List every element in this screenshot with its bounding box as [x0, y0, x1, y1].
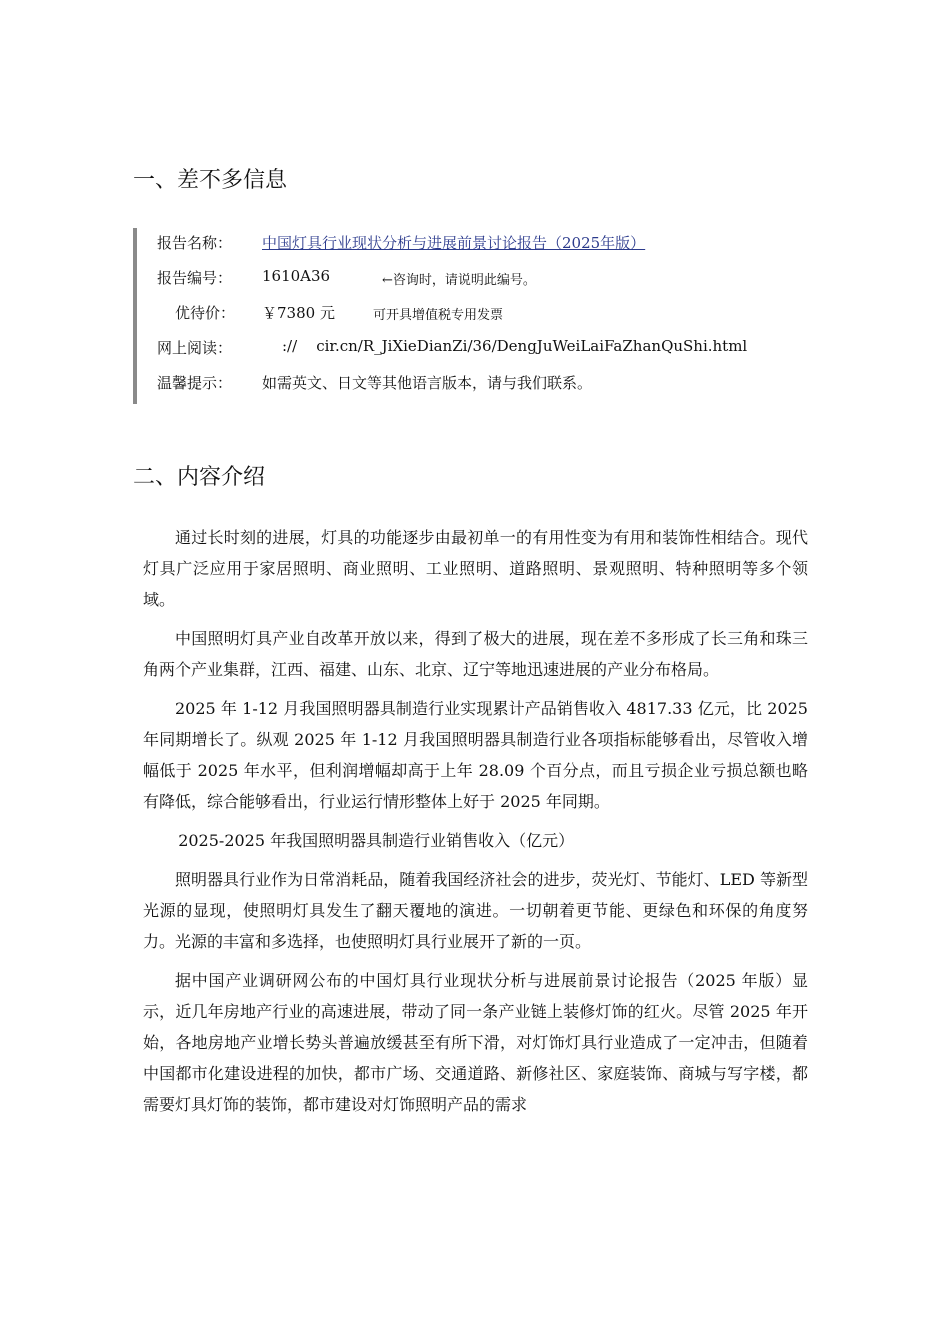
paragraph: 据中国产业调研网公布的中国灯具行业现状分析与进展前景讨论报告（2025 年版）显示，近几年房地产行业的高速进展，带动了同一条产业链上装修灯饰的红火。尽管 2025 年开始，各地房地产业增长势头普遍放缓甚至有所下滑，对灯饰灯具行业造成了一定冲击，但随着中国都市化建设进程的加快，都市广场、交通道路、新修社区、家庭装饰、商城与写字楼，都需要灯具灯饰的装饰，都市建设对灯饰照明产品的需求 — [143, 971, 808, 1114]
report-name-link[interactable]: 中国灯具行业现状分析与进展前景讨论报告（2025年版） — [262, 234, 646, 252]
online-read-url[interactable]: :// cir.cn/R_JiXieDianZi/36/DengJuWeiLaiFaZhanQuShi.html — [282, 337, 748, 355]
paragraph: 2025 年 1-12 月我国照明器具制造行业实现累计产品销售收入 4817.33 亿元，比 2025 年同期增长了。纵观 2025 年 1-12 月我国照明器具制造行业各项指标能够看出，尽管收入增幅低于 2025 年水平，但利润增幅却高于上年 28.09 个百分点，而且亏损企业亏损总额也略有降低，综合能够看出，行业运行情形整体上好于 2025 年同期。 — [143, 699, 808, 811]
section-heading-basic-info: 一、差不多信息 — [133, 168, 288, 193]
tip-label: 温馨提示： — [157, 374, 233, 392]
chart-caption: 2025-2025 年我国照明器具制造行业销售收入（亿元） — [178, 831, 575, 850]
paragraph: 照明器具行业作为日常消耗品，随着我国经济社会的进步，荧光灯、节能灯、LED 等新型光源的显现，使照明灯具发生了翻天覆地的演进。一切朝着更节能、更绿色和环保的角度努力。光源的丰富和多选择，也使照明灯具行业展开了新的一页。 — [143, 870, 808, 951]
report-name-label: 报告名称： — [157, 234, 233, 252]
price-value: ￥7380 元 — [262, 304, 335, 322]
report-code-note: ←咨询时，请说明此编号。 — [382, 273, 536, 288]
price-label: 优待价： — [175, 304, 236, 322]
paragraph: 中国照明灯具产业自改革开放以来，得到了极大的进展，现在差不多形成了长三角和珠三角两个产业集群，江西、福建、山东、北京、辽宁等地迅速进展的产业分布格局。 — [143, 629, 808, 679]
section-heading-content-intro: 二、内容介绍 — [133, 465, 266, 490]
content-body — [143, 522, 808, 1128]
paragraph: 通过长时刻的进展，灯具的功能逐步由最初单一的有用性变为有用和装饰性相结合。现代灯具广泛应用于家居照明、商业照明、工业照明、道路照明、景观照明、特种照明等多个领域。 — [143, 528, 808, 609]
online-read-label: 网上阅读： — [157, 339, 233, 357]
invoice-note: 可开具增值税专用发票 — [373, 308, 504, 323]
report-code-value: 1610A36 — [262, 267, 331, 285]
report-code-label: 报告编号： — [157, 269, 233, 287]
tip-value: 如需英文、日文等其他语言版本，请与我们联系。 — [262, 374, 593, 392]
report-info-block — [133, 228, 817, 404]
